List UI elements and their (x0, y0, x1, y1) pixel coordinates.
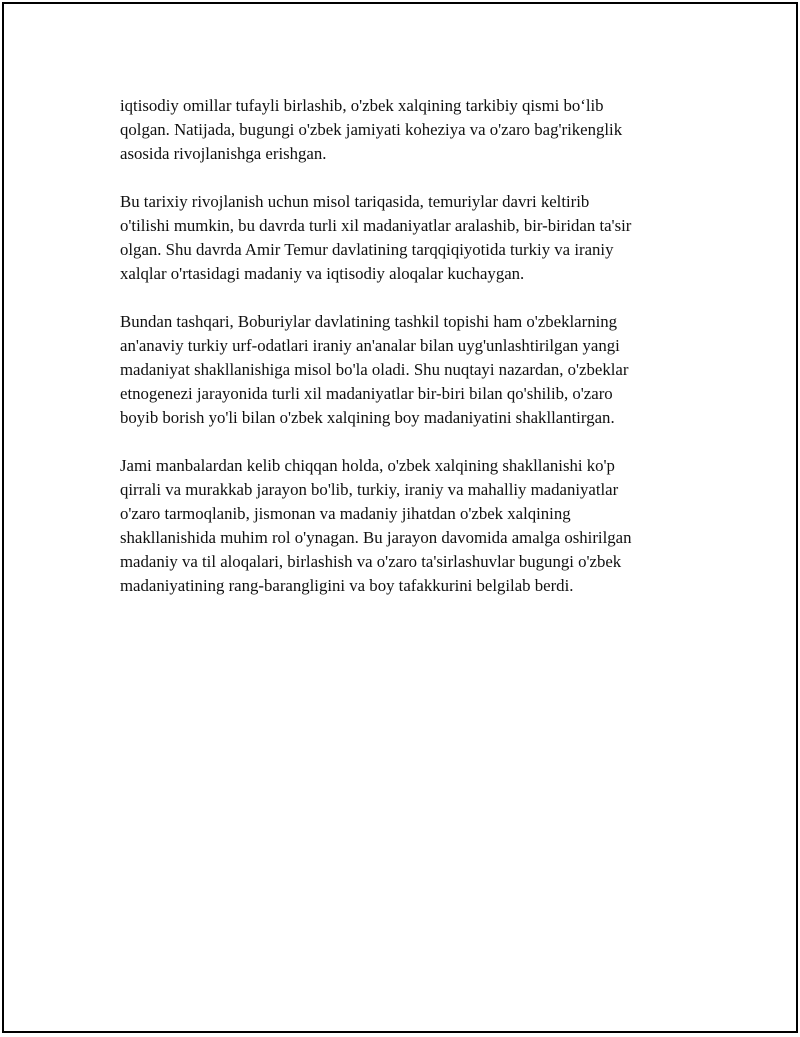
paragraph-4: Jami manbalardan kelib chiqqan holda, o'zbek xalqining shakllanishi ko'p qirrali va murakkab jarayon bo'lib, turkiy, iraniy va mahalliy madaniyatlar o'zaro tarmoqlanib, jismonan va madaniy jihatdan o'zbek xalqining shakllanishida muhim rol o'ynagan. Bu jarayon davomida amalga oshirilgan madaniy va til aloqalari, birlashish va o'zaro ta'sirlashuvlar bugungi o'zbek madaniyatining rang-barangligini va boy tafakkurini belgilab berdi. (120, 456, 632, 595)
document-body (120, 94, 690, 622)
paragraph-2: Bu tarixiy rivojlanish uchun misol tariqasida, temuriylar davri keltirib o'tilishi mumkin, bu davrda turli xil madaniyatlar aralashib, bir-biridan ta'sir olgan. Shu davrda Amir Temur davlatining tarqqiqiyotida turkiy va iraniy xalqlar o'rtasidagi madaniy va iqtisodiy aloqalar kuchaygan. (120, 192, 632, 283)
document-page (2, 2, 798, 1033)
paragraph-3: Bundan tashqari, Boburiylar davlatining tashkil topishi ham o'zbeklarning an'anaviy turkiy urf-odatlari iraniy an'analar bilan uyg'unlashtirilgan yangi madaniyat shakllanishiga misol bo'la oladi. Shu nuqtayi nazardan, o'zbeklar etnogenezi jarayonida turli xil madaniyatlar bir-biri bilan qo'shilib, o'zaro boyib borish yo'li bilan o'zbek xalqining boy madaniyatini shakllantirgan. (120, 312, 629, 427)
paragraph-1: iqtisodiy omillar tufayli birlashib, o'zbek xalqining tarkibiy qismi bo‘lib qolgan. Natijada, bugungi o'zbek jamiyati koheziya va o'zaro bag'rikenglik asosida rivojlanishga erishgan. (120, 96, 623, 163)
